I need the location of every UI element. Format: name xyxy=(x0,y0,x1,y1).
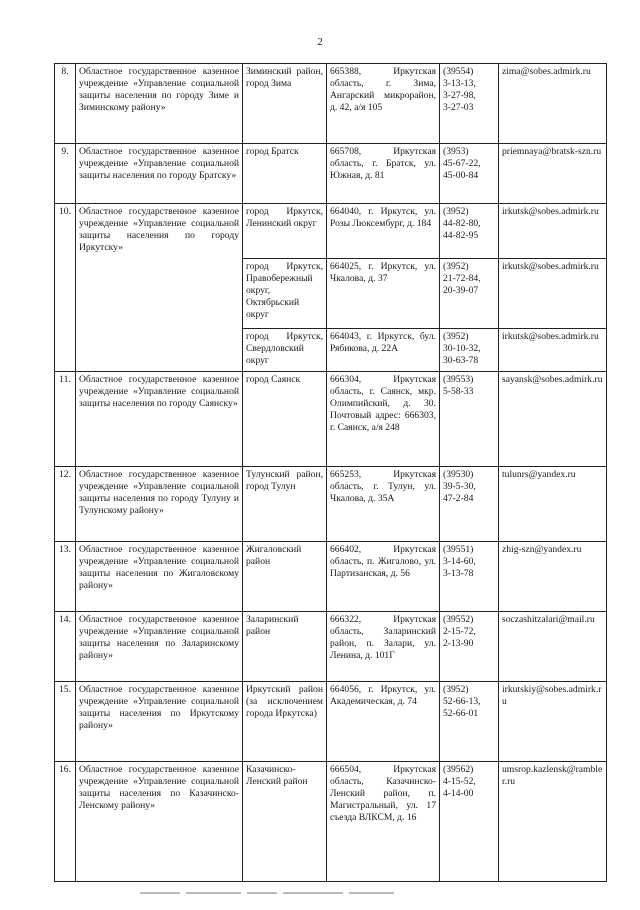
email-address: irkutsk@sobes.admirk.ru xyxy=(499,329,607,372)
phone-line: (39530) xyxy=(443,469,474,480)
service-area: Заларинский район xyxy=(243,612,327,682)
service-area: город Саянск xyxy=(243,372,327,467)
email-address: zima@sobes.admirk.ru xyxy=(499,64,607,144)
organization-name: Областное государственное казенное учреждение «Управление социальной защиты населения по городу Саянску» xyxy=(76,372,243,467)
phone-line: 3-13-13, xyxy=(443,78,476,89)
phone-numbers xyxy=(440,372,499,467)
phone-line: (39554) xyxy=(443,66,474,77)
service-area: город Братск xyxy=(243,144,327,204)
phone-line: 52-66-13, xyxy=(443,696,481,707)
table-row xyxy=(55,542,607,612)
phone-line: (3952) xyxy=(443,261,469,272)
email-address: tulunrs@yandex.ru xyxy=(499,467,607,542)
service-area: Иркутский район (за исключением города Иркутска) xyxy=(243,682,327,762)
service-area: Жигаловский район xyxy=(243,542,327,612)
row-number: 10. xyxy=(55,204,76,372)
phone-line: 4-14-00 xyxy=(443,788,474,799)
phone-line: 45-00-84 xyxy=(443,170,479,181)
postal-address: 664040, г. Иркутск, ул. Розы Люксембург, д. 184 xyxy=(327,204,440,259)
organization-name: Областное государственное казенное учреждение «Управление социальной защиты населения по городу Зиме и Зиминскому району» xyxy=(76,64,243,144)
table-row xyxy=(55,682,607,762)
offices-table xyxy=(54,63,607,882)
phone-numbers xyxy=(440,259,499,329)
email-address: priemnaya@bratsk-szn.ru xyxy=(499,144,607,204)
organization-name: Областное государственное казенное учреждение «Управление социальной защиты населения по городу Братску» xyxy=(76,144,243,204)
phone-line: 3-27-98, xyxy=(443,90,476,101)
postal-address: 664056, г. Иркутск, ул. Академическая, д. 74 xyxy=(327,682,440,762)
phone-line: 2-13-90 xyxy=(443,638,474,649)
page-number: 2 xyxy=(317,36,323,48)
email-address: sayansk@sobes.admirk.ru xyxy=(499,372,607,467)
email-address: zhig-szn@yandex.ru xyxy=(499,542,607,612)
phone-line: 5-58-33 xyxy=(443,386,474,397)
phone-line: (3952) xyxy=(443,331,469,342)
organization-name: Областное государственное казенное учреждение «Управление социальной защиты населения по Жигаловскому району» xyxy=(76,542,243,612)
postal-address: 665388, Иркутская область, г. Зима, Ангарский микрорайон, д. 42, а/я 105 xyxy=(327,64,440,144)
table-row xyxy=(55,64,607,144)
phone-line: 44-82-95 xyxy=(443,230,479,241)
email-address: umsrop.kazlensk@rambler.ru xyxy=(499,762,607,882)
email-address: irkutsk@sobes.admirk.ru xyxy=(499,204,607,259)
phone-line: 39-5-30, xyxy=(443,481,476,492)
email-address: irkutsk@sobes.admirk.ru xyxy=(499,259,607,329)
phone-line: (3952) xyxy=(443,206,469,217)
phone-line: 4-15-52, xyxy=(443,776,476,787)
table-row xyxy=(55,762,607,882)
phone-line: 3-27-03 xyxy=(443,102,474,113)
postal-address: 666402, Иркутская область, п. Жигалово, ул. Партизанская, д. 56 xyxy=(327,542,440,612)
organization-name: Областное государственное казенное учреждение «Управление социальной защиты населения по Казачинско-Ленскому району» xyxy=(76,762,243,882)
row-number: 12. xyxy=(55,467,76,542)
row-number: 9. xyxy=(55,144,76,204)
table-row xyxy=(55,372,607,467)
phone-line: 20-39-07 xyxy=(443,285,479,296)
phone-line: (39551) xyxy=(443,544,474,555)
service-area: Казачинско-Ленский район xyxy=(243,762,327,882)
postal-address: 666322, Иркутская область, Заларинский район, п. Залари, ул. Ленина, д. 101Г xyxy=(327,612,440,682)
postal-address: 664043, г. Иркутск, бул. Рябикова, д. 22А xyxy=(327,329,440,372)
phone-line: 2-15-72, xyxy=(443,626,476,637)
postal-address: 664025, г. Иркутск, ул. Чкалова, д. 37 xyxy=(327,259,440,329)
phone-numbers xyxy=(440,144,499,204)
phone-numbers xyxy=(440,682,499,762)
phone-line: 3-13-78 xyxy=(443,568,474,579)
offices-table-body xyxy=(55,64,607,882)
bottom-scan-marks xyxy=(140,892,440,898)
phone-line: 52-66-01 xyxy=(443,708,479,719)
phone-line: 47-2-84 xyxy=(443,493,474,504)
phone-line: 3-14-60, xyxy=(443,556,476,567)
phone-line: (39553) xyxy=(443,374,474,385)
service-area: город Иркутск, Ленинский округ xyxy=(243,204,327,259)
row-number: 15. xyxy=(55,682,76,762)
postal-address: 666504, Иркутская область, Казачинско-Ленский район, п. Магистральный, ул. 17 съезда ВЛКСМ, д. 16 xyxy=(327,762,440,882)
phone-line: 30-10-32, xyxy=(443,343,481,354)
organization-name: Областное государственное казенное учреждение «Управление социальной защиты населения по городу Тулуну и Тулунскому району» xyxy=(76,467,243,542)
organization-name: Областное государственное казенное учреждение «Управление социальной защиты населения по Заларинскому району» xyxy=(76,612,243,682)
row-number: 16. xyxy=(55,762,76,882)
phone-line: 44-82-80, xyxy=(443,218,481,229)
phone-line: 45-67-22, xyxy=(443,158,481,169)
organization-name: Областное государственное казенное учреждение «Управление социальной защиты населения по Иркутскому району» xyxy=(76,682,243,762)
postal-address: 666304, Иркутская область, г. Саянск, мкр. Олимпийский, д. 30. Почтовый адрес: 666303, г. Саянск, а/я 248 xyxy=(327,372,440,467)
table-row xyxy=(55,467,607,542)
service-area: город Иркутск, Свердловский округ xyxy=(243,329,327,372)
email-address: soczashitzalari@mail.ru xyxy=(499,612,607,682)
email-address: irkutskiy@sobes.admirk.ru xyxy=(499,682,607,762)
phone-numbers xyxy=(440,64,499,144)
service-area: город Иркутск, Правобережный округ, Октябрьский округ xyxy=(243,259,327,329)
row-number: 13. xyxy=(55,542,76,612)
phone-line: 21-72-84, xyxy=(443,273,481,284)
phone-numbers xyxy=(440,612,499,682)
table-row xyxy=(55,612,607,682)
service-area: Тулунский район, город Тулун xyxy=(243,467,327,542)
phone-line: (3953) xyxy=(443,146,469,157)
phone-numbers xyxy=(440,762,499,882)
phone-numbers xyxy=(440,467,499,542)
organization-name: Областное государственное казенное учреждение «Управление социальной защиты населения по городу Иркутску» xyxy=(76,204,243,372)
postal-address: 665253, Иркутская область, г. Тулун, ул. Чкалова, д. 35А xyxy=(327,467,440,542)
phone-numbers xyxy=(440,204,499,259)
phone-line: (39552) xyxy=(443,614,474,625)
table-row xyxy=(55,144,607,204)
phone-numbers xyxy=(440,329,499,372)
row-number: 14. xyxy=(55,612,76,682)
phone-line: 30-63-78 xyxy=(443,355,479,366)
postal-address: 665708, Иркутская область, г. Братск, ул. Южная, д. 81 xyxy=(327,144,440,204)
phone-numbers xyxy=(440,542,499,612)
row-number: 11. xyxy=(55,372,76,467)
phone-line: (39562) xyxy=(443,764,474,775)
row-number: 8. xyxy=(55,64,76,144)
table-row xyxy=(55,204,607,259)
service-area: Зиминский район, город Зима xyxy=(243,64,327,144)
phone-line: (3952) xyxy=(443,684,469,695)
